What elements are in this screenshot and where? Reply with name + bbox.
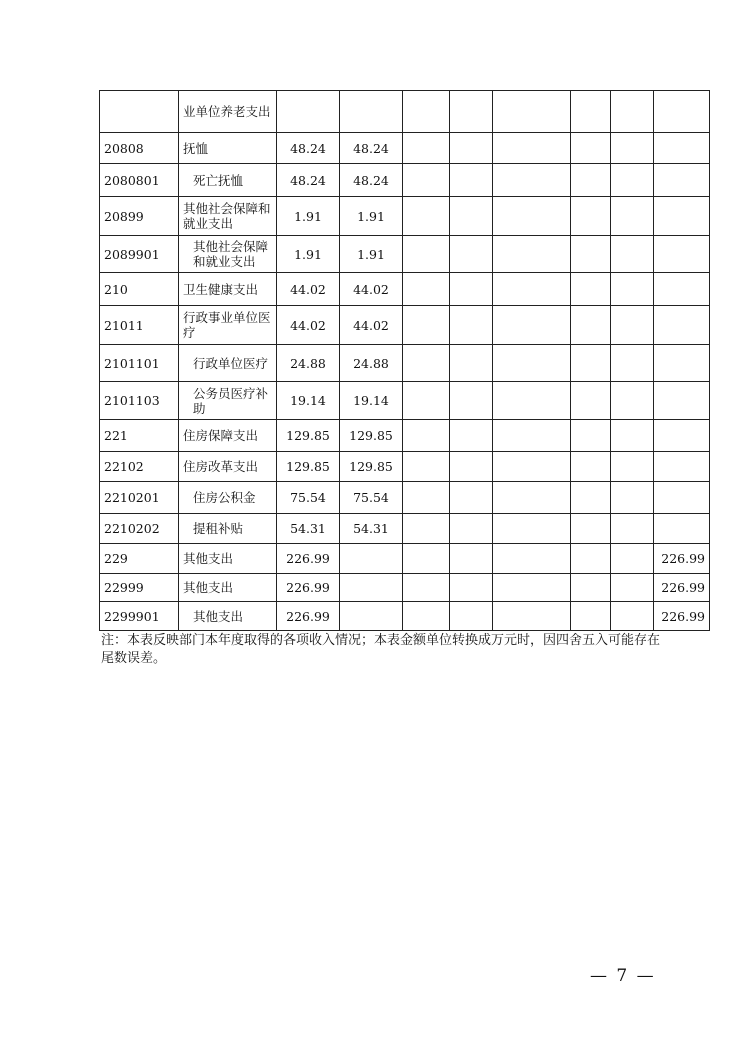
cell-name: 其他支出 bbox=[179, 574, 277, 602]
cell-other: 226.99 bbox=[654, 544, 710, 574]
cell-code: 20808 bbox=[100, 133, 179, 164]
cell-code: 2210202 bbox=[100, 514, 179, 544]
cell-empty bbox=[403, 91, 450, 133]
cell-empty bbox=[493, 602, 571, 631]
cell-name: 卫生健康支出 bbox=[179, 273, 277, 306]
cell-code: 22999 bbox=[100, 574, 179, 602]
cell-other bbox=[654, 273, 710, 306]
cell-other bbox=[654, 164, 710, 197]
cell-empty bbox=[611, 544, 654, 574]
cell-total: 48.24 bbox=[277, 133, 340, 164]
cell-code: 2210201 bbox=[100, 482, 179, 514]
cell-total: 24.88 bbox=[277, 345, 340, 382]
cell-total: 1.91 bbox=[277, 197, 340, 236]
table-row bbox=[100, 574, 710, 602]
cell-empty bbox=[493, 420, 571, 452]
cell-empty bbox=[450, 133, 493, 164]
cell-other bbox=[654, 306, 710, 345]
cell-basic: 44.02 bbox=[340, 273, 403, 306]
cell-empty bbox=[493, 574, 571, 602]
cell-empty bbox=[403, 544, 450, 574]
cell-name: 抚恤 bbox=[179, 133, 277, 164]
cell-total: 129.85 bbox=[277, 452, 340, 482]
cell-total: 19.14 bbox=[277, 382, 340, 420]
cell-empty bbox=[493, 306, 571, 345]
cell-code: 2089901 bbox=[100, 236, 179, 273]
cell-code: 21011 bbox=[100, 306, 179, 345]
cell-empty bbox=[571, 306, 611, 345]
cell-other bbox=[654, 452, 710, 482]
cell-total: 75.54 bbox=[277, 482, 340, 514]
cell-empty bbox=[571, 133, 611, 164]
cell-basic: 54.31 bbox=[340, 514, 403, 544]
cell-basic bbox=[340, 544, 403, 574]
cell-basic: 19.14 bbox=[340, 382, 403, 420]
cell-empty bbox=[450, 382, 493, 420]
cell-total: 44.02 bbox=[277, 306, 340, 345]
cell-empty bbox=[403, 345, 450, 382]
cell-empty bbox=[571, 452, 611, 482]
cell-empty bbox=[611, 482, 654, 514]
cell-total: 54.31 bbox=[277, 514, 340, 544]
cell-empty bbox=[611, 345, 654, 382]
cell-basic: 129.85 bbox=[340, 452, 403, 482]
table-row bbox=[100, 273, 710, 306]
cell-empty bbox=[450, 602, 493, 631]
table-row bbox=[100, 602, 710, 631]
cell-empty bbox=[450, 273, 493, 306]
cell-empty bbox=[403, 382, 450, 420]
cell-empty bbox=[450, 236, 493, 273]
cell-empty bbox=[571, 514, 611, 544]
cell-empty bbox=[493, 482, 571, 514]
table-row bbox=[100, 544, 710, 574]
cell-empty bbox=[611, 452, 654, 482]
cell-empty bbox=[571, 544, 611, 574]
cell-other bbox=[654, 197, 710, 236]
cell-empty bbox=[450, 164, 493, 197]
cell-basic: 48.24 bbox=[340, 133, 403, 164]
cell-empty bbox=[571, 602, 611, 631]
cell-empty bbox=[450, 514, 493, 544]
cell-empty bbox=[403, 452, 450, 482]
cell-basic bbox=[340, 602, 403, 631]
cell-name: 住房公积金 bbox=[179, 482, 277, 514]
cell-code: 22102 bbox=[100, 452, 179, 482]
cell-empty bbox=[493, 273, 571, 306]
cell-empty bbox=[571, 420, 611, 452]
cell-basic: 48.24 bbox=[340, 164, 403, 197]
table-row bbox=[100, 514, 710, 544]
cell-empty bbox=[611, 273, 654, 306]
cell-empty bbox=[611, 164, 654, 197]
cell-basic bbox=[340, 91, 403, 133]
cell-empty bbox=[611, 197, 654, 236]
cell-total: 44.02 bbox=[277, 273, 340, 306]
cell-empty bbox=[403, 236, 450, 273]
cell-total: 226.99 bbox=[277, 544, 340, 574]
cell-other: 226.99 bbox=[654, 574, 710, 602]
cell-name: 其他支出 bbox=[179, 602, 277, 631]
cell-code: 2080801 bbox=[100, 164, 179, 197]
cell-empty bbox=[403, 420, 450, 452]
cell-code: 2299901 bbox=[100, 602, 179, 631]
cell-other bbox=[654, 482, 710, 514]
cell-total bbox=[277, 91, 340, 133]
cell-empty bbox=[493, 197, 571, 236]
cell-other bbox=[654, 420, 710, 452]
cell-total: 226.99 bbox=[277, 574, 340, 602]
cell-name: 行政事业单位医疗 bbox=[179, 306, 277, 345]
cell-empty bbox=[571, 382, 611, 420]
cell-other bbox=[654, 133, 710, 164]
cell-code bbox=[100, 91, 179, 133]
cell-empty bbox=[493, 382, 571, 420]
cell-other: 226.99 bbox=[654, 602, 710, 631]
cell-empty bbox=[611, 133, 654, 164]
table-row bbox=[100, 420, 710, 452]
cell-empty bbox=[450, 544, 493, 574]
cell-empty bbox=[611, 602, 654, 631]
cell-other bbox=[654, 236, 710, 273]
cell-other bbox=[654, 91, 710, 133]
cell-other bbox=[654, 345, 710, 382]
cell-empty bbox=[571, 164, 611, 197]
cell-empty bbox=[403, 197, 450, 236]
cell-empty bbox=[493, 91, 571, 133]
table-row bbox=[100, 197, 710, 236]
cell-empty bbox=[450, 482, 493, 514]
table-row bbox=[100, 345, 710, 382]
cell-total: 226.99 bbox=[277, 602, 340, 631]
cell-empty bbox=[611, 420, 654, 452]
cell-code: 221 bbox=[100, 420, 179, 452]
cell-empty bbox=[611, 236, 654, 273]
income-table bbox=[99, 90, 710, 631]
table-row bbox=[100, 133, 710, 164]
cell-empty bbox=[571, 574, 611, 602]
cell-other bbox=[654, 514, 710, 544]
page-number: — 7 — bbox=[590, 966, 656, 986]
table-row bbox=[100, 164, 710, 197]
table-row bbox=[100, 236, 710, 273]
cell-basic: 129.85 bbox=[340, 420, 403, 452]
cell-name: 业单位养老支出 bbox=[179, 91, 277, 133]
cell-code: 2101101 bbox=[100, 345, 179, 382]
cell-empty bbox=[403, 602, 450, 631]
cell-name: 其他社会保障和就业支出 bbox=[179, 197, 277, 236]
cell-empty bbox=[611, 91, 654, 133]
cell-total: 48.24 bbox=[277, 164, 340, 197]
cell-empty bbox=[403, 164, 450, 197]
cell-name: 行政单位医疗 bbox=[179, 345, 277, 382]
cell-empty bbox=[493, 544, 571, 574]
table-row bbox=[100, 452, 710, 482]
cell-empty bbox=[450, 306, 493, 345]
cell-empty bbox=[450, 197, 493, 236]
cell-empty bbox=[493, 133, 571, 164]
cell-empty bbox=[611, 514, 654, 544]
cell-code: 2101103 bbox=[100, 382, 179, 420]
cell-basic: 1.91 bbox=[340, 236, 403, 273]
cell-empty bbox=[493, 236, 571, 273]
cell-basic: 1.91 bbox=[340, 197, 403, 236]
cell-name: 住房保障支出 bbox=[179, 420, 277, 452]
cell-empty bbox=[493, 164, 571, 197]
table-row bbox=[100, 306, 710, 345]
cell-empty bbox=[611, 382, 654, 420]
table-row bbox=[100, 382, 710, 420]
cell-code: 229 bbox=[100, 544, 179, 574]
cell-empty bbox=[450, 574, 493, 602]
cell-empty bbox=[571, 91, 611, 133]
cell-code: 20899 bbox=[100, 197, 179, 236]
table-body bbox=[100, 91, 710, 631]
table-row bbox=[100, 91, 710, 133]
cell-basic: 24.88 bbox=[340, 345, 403, 382]
cell-empty bbox=[611, 574, 654, 602]
cell-empty bbox=[571, 197, 611, 236]
cell-basic bbox=[340, 574, 403, 602]
cell-empty bbox=[493, 514, 571, 544]
cell-name: 公务员医疗补助 bbox=[179, 382, 277, 420]
cell-empty bbox=[403, 514, 450, 544]
cell-empty bbox=[493, 345, 571, 382]
cell-empty bbox=[571, 345, 611, 382]
cell-empty bbox=[450, 420, 493, 452]
cell-empty bbox=[571, 482, 611, 514]
cell-total: 129.85 bbox=[277, 420, 340, 452]
cell-empty bbox=[403, 133, 450, 164]
cell-empty bbox=[403, 574, 450, 602]
cell-empty bbox=[611, 306, 654, 345]
cell-empty bbox=[571, 273, 611, 306]
cell-empty bbox=[450, 452, 493, 482]
cell-empty bbox=[403, 273, 450, 306]
cell-basic: 44.02 bbox=[340, 306, 403, 345]
cell-empty bbox=[403, 306, 450, 345]
cell-name: 提租补贴 bbox=[179, 514, 277, 544]
table-row bbox=[100, 482, 710, 514]
cell-name: 死亡抚恤 bbox=[179, 164, 277, 197]
cell-empty bbox=[450, 345, 493, 382]
cell-code: 210 bbox=[100, 273, 179, 306]
cell-empty bbox=[450, 91, 493, 133]
cell-other bbox=[654, 382, 710, 420]
table-note: 注：本表反映部门本年度取得的各项收入情况；本表金额单位转换成万元时，因四舍五入可能存在尾数误差。 bbox=[101, 633, 661, 666]
cell-name: 其他支出 bbox=[179, 544, 277, 574]
cell-empty bbox=[571, 236, 611, 273]
cell-empty bbox=[493, 452, 571, 482]
cell-empty bbox=[403, 482, 450, 514]
cell-total: 1.91 bbox=[277, 236, 340, 273]
cell-name: 其他社会保障和就业支出 bbox=[179, 236, 277, 273]
cell-name: 住房改革支出 bbox=[179, 452, 277, 482]
cell-basic: 75.54 bbox=[340, 482, 403, 514]
